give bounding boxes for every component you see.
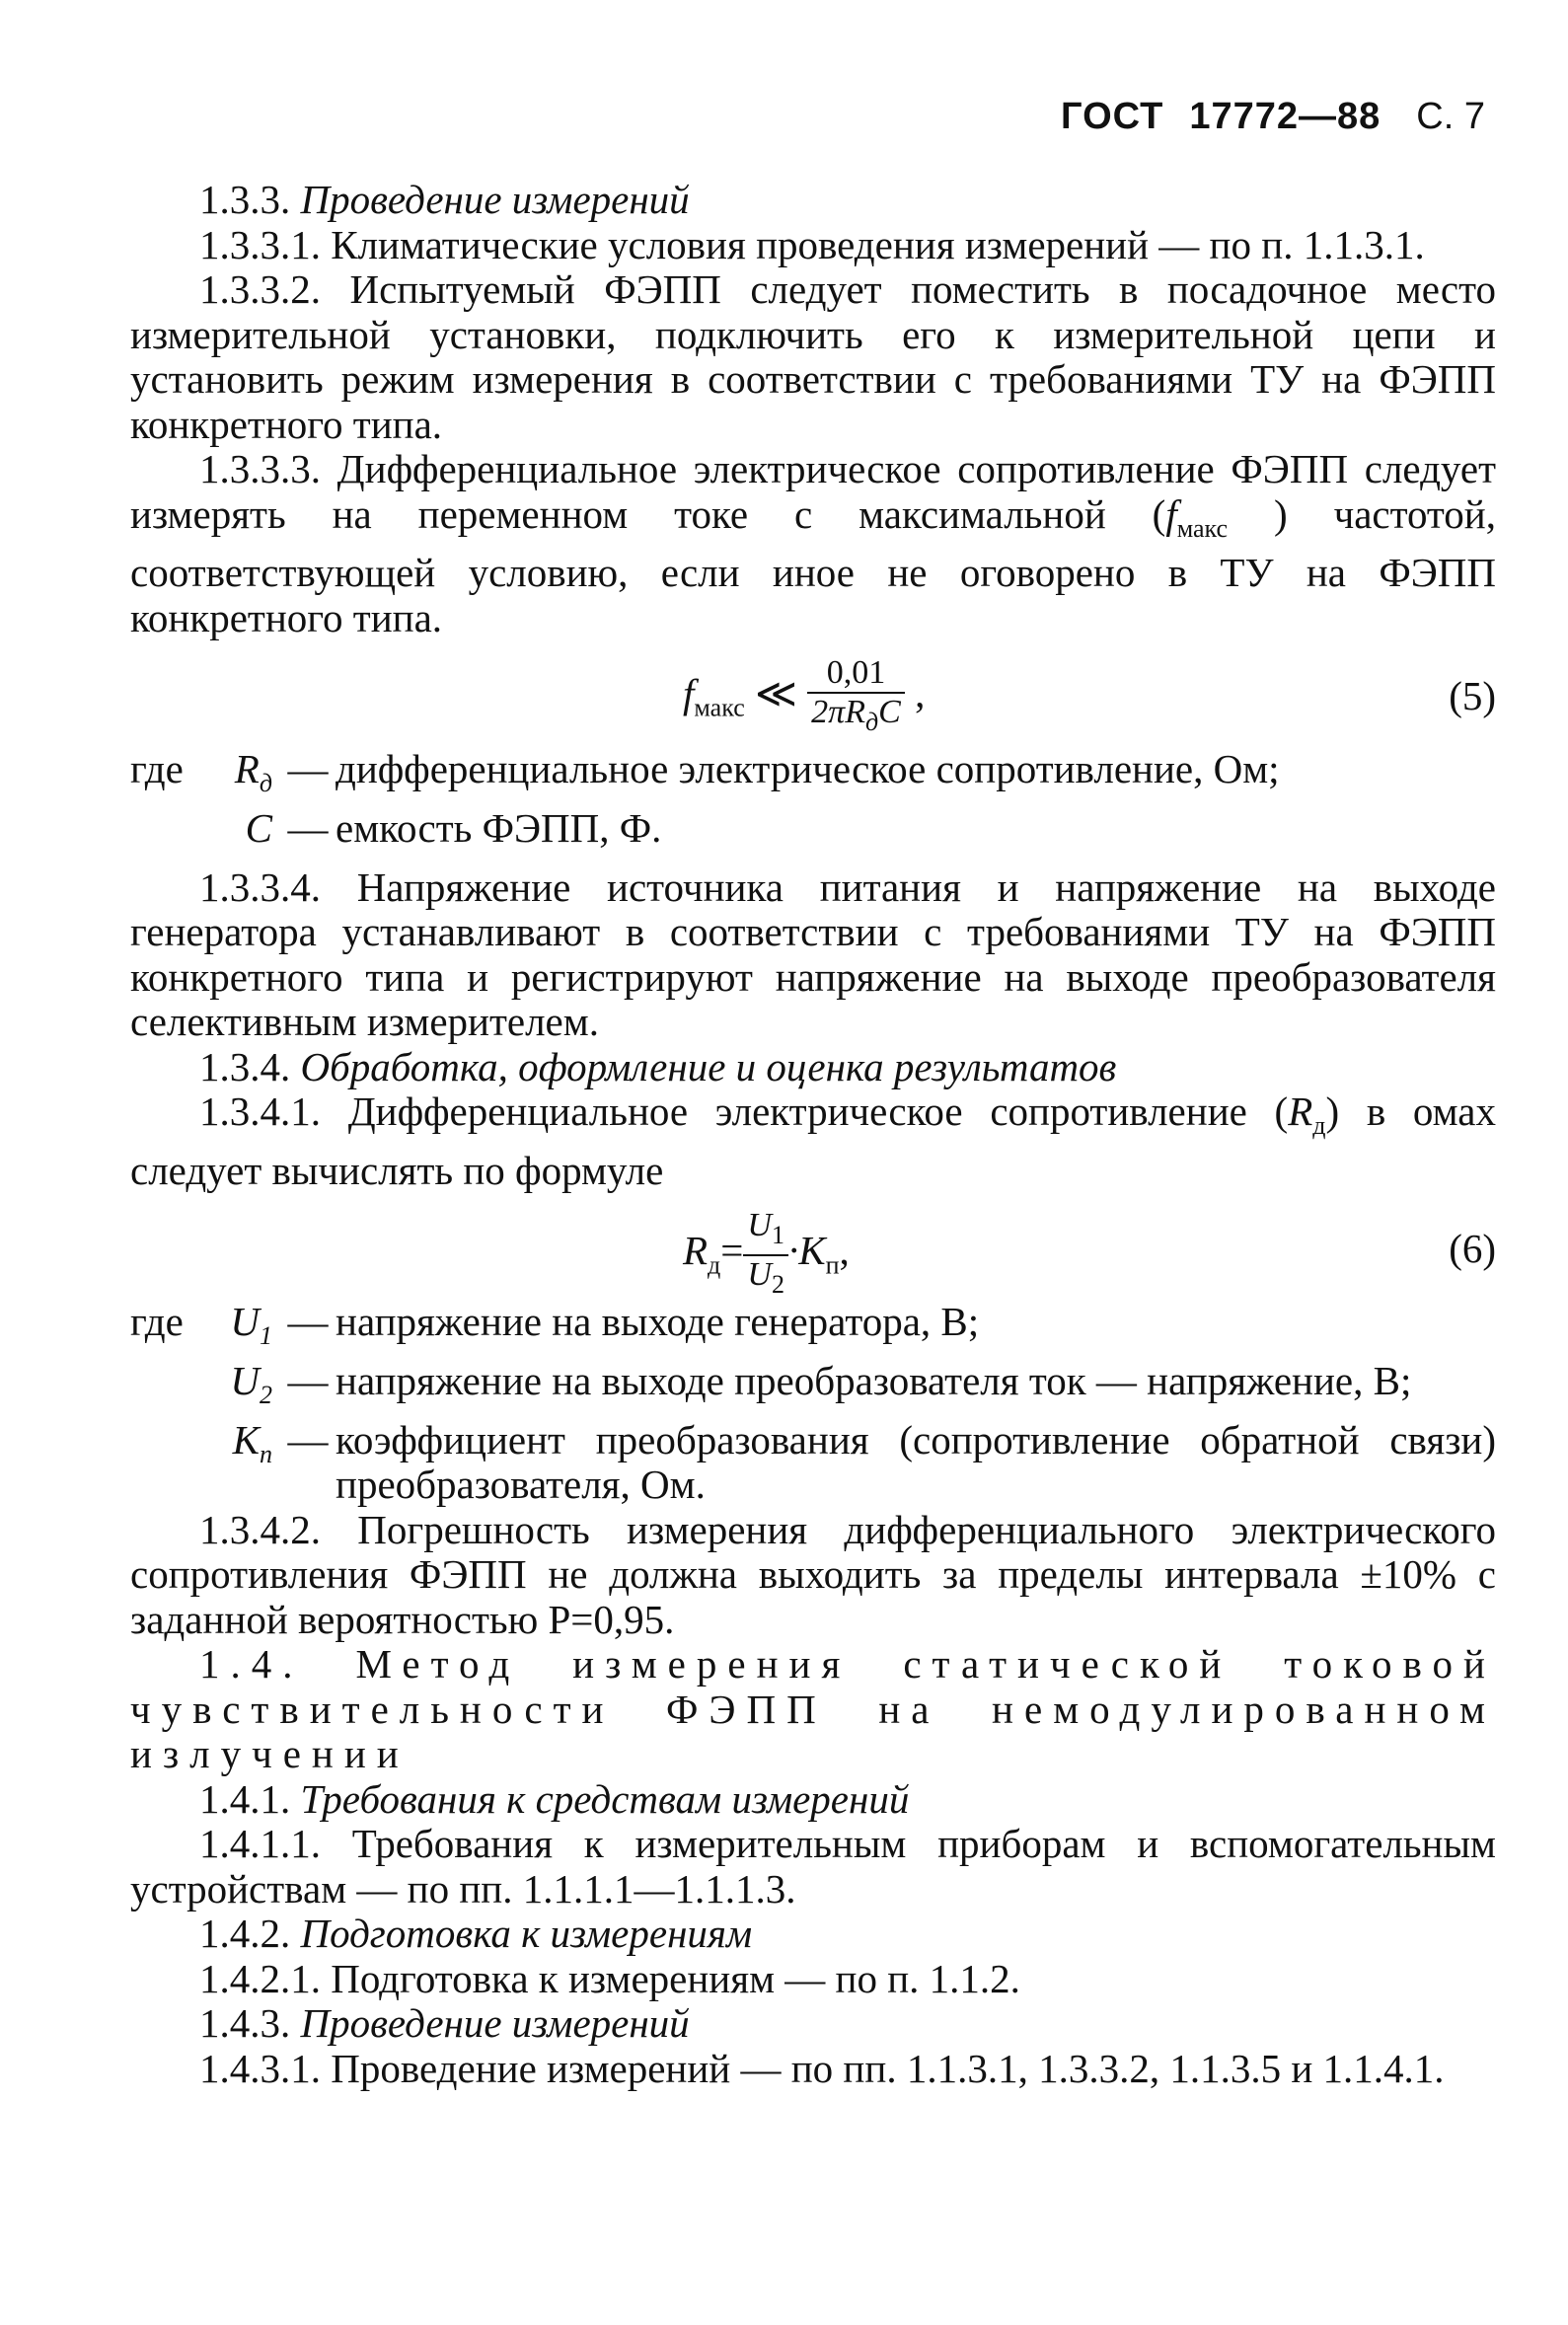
section-heading-1-3-4: 1.3.4. Обработка, оформление и оценка результатов [199, 1043, 1117, 1089]
definition-row: где $R_д$ — дифференциальное электрическое сопротивление, Ом; [130, 746, 1280, 798]
formula-6 [130, 1197, 1496, 1299]
paragraph-1-3-3-4: 1.3.3.4. Напряжение источника питания и напряжение на выходе генератора устанавливают в соответствии с требованиями ТУ на ФЭПП конкретного типа и регистрируют напряжение на выходе преобразователя селективным измерителем. [130, 863, 1496, 1045]
paragraph-1-4-3-1: 1.4.3.1. Проведение измерений — по пп. 1.1.3.1, 1.3.3.2, 1.1.3.5 и 1.1.4.1. [199, 2045, 1445, 2091]
paragraph-1-3-4-2: 1.3.4.2. Погрешность измерения дифференциального электрического сопротивления ФЭПП не должна выходить за пределы интервала ±10% с заданной вероятностью P=0,95. [130, 1506, 1496, 1642]
paragraph-1-4-2-1: 1.4.2.1. Подготовка к измерениям — по п. 1.1.2. [199, 1955, 1020, 2001]
paragraph-1-4-1-1: 1.4.1.1. Требования к измерительным приборам и вспомогательным устройствам — по пп. 1.1.1.1—1.1.1.3. [130, 1821, 1496, 1912]
formula-5-fraction: $\frac{0,01}{2\pi R_дC}$ [807, 654, 905, 741]
paragraph-1-3-3-3: 1.3.3.3. Дифференциальное электрическое сопротивление ФЭПП следует измерять на переменном токе с максимальной ($f_{макс}$ ) частотой, соответствующей условию, если иное не оговорено в ТУ на ФЭПП конкретного типа. [130, 446, 1496, 640]
page-number: С. 7 [1416, 96, 1485, 137]
section-heading-1-4: 1.4. Метод измерения статической токовой чувствительности ФЭПП на немодулированном излучении [130, 1641, 1496, 1777]
document-body [130, 178, 1496, 2091]
formula-5 [130, 644, 1496, 743]
formula-5-expression: $f_{макс}$ ≪ $\frac{0,01}{2\pi R_дC}$ , [683, 654, 925, 741]
definition-row: $U_2$ — напряжение на выходе преобразователя ток — напряжение, В; [230, 1357, 1412, 1410]
standard-label: ГОСТ [1061, 96, 1164, 137]
formula-6-number: (6) [1449, 1226, 1496, 1272]
section-heading-1-4-1: 1.4.1. Требования к средствам измерений [199, 1775, 910, 1822]
paragraph-1-3-4-1: 1.3.4.1. Дифференциальное электрическое сопротивление $(R_д)$ в омах следует вычислять по формуле [130, 1088, 1496, 1193]
section-heading-1-3-3: 1.3.3. Проведение измерений [199, 177, 690, 222]
page-header [1061, 95, 1485, 138]
paragraph-1-3-3-1: 1.3.3.1. Климатические условия проведения измерений — по п. 1.1.3.1. [199, 221, 1425, 267]
section-heading-1-4-3: 1.4.3. Проведение измерений [199, 2000, 690, 2047]
formula-6-fraction: $\frac{U_1}{U_2}$ [743, 1207, 788, 1304]
definition-row: $K_п$ — коэффициент преобразования (сопротивление обратной связи) преобразователя, Ом. [232, 1416, 1496, 1508]
standard-number: 17772—88 [1189, 96, 1381, 137]
formula-6-expression: $R_д=$ $\frac{U_1}{U_2}$ $\cdot K_п$, [683, 1207, 850, 1304]
definition-row: C — емкость ФЭПП, Ф. [245, 804, 662, 851]
definition-row: где $U_1$ — напряжение на выходе генератора, В; [130, 1299, 980, 1351]
section-heading-1-4-2: 1.4.2. Подготовка к измерениям [199, 1911, 753, 1957]
formula-5-number: (5) [1449, 673, 1496, 719]
paragraph-1-3-3-2: 1.3.3.2. Испытуемый ФЭПП следует поместить в посадочное место измерительной установки, подключить его к измерительной цепи и установить режим измерения в соответствии с требованиями ТУ на ФЭПП конкретного типа. [130, 266, 1496, 447]
